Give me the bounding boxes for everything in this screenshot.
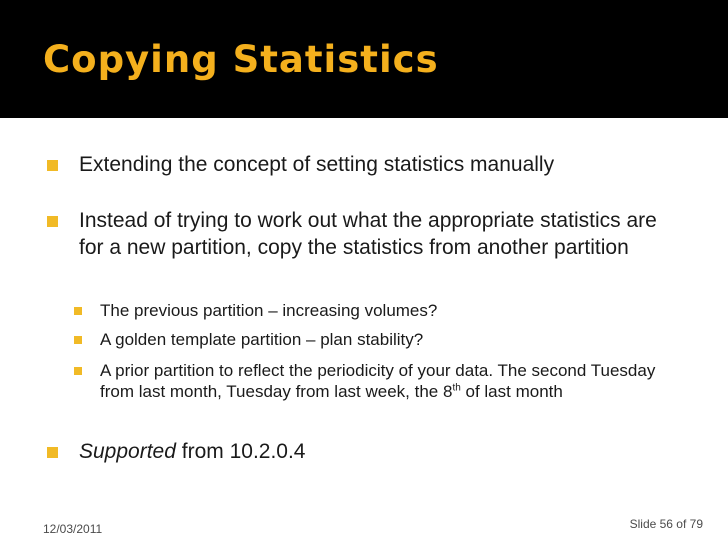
sub-bullet-marker-icon bbox=[74, 307, 82, 315]
sub-bullet-2 bbox=[74, 329, 694, 350]
slide-title: Copying Statistics bbox=[43, 38, 439, 81]
bullet-text: Instead of trying to work out what the appropriate statistics are for a new partition, copy the statistics from another partition bbox=[79, 209, 657, 259]
bullet-text: Extending the concept of setting statistics manually bbox=[79, 153, 555, 176]
bullet-text bbox=[79, 438, 687, 465]
slide-number: Slide 56 of 79 bbox=[629, 517, 703, 531]
sub-bullet-text bbox=[100, 360, 694, 402]
bullet-text-rest: from 10.2.0.4 bbox=[175, 440, 306, 463]
title-bar bbox=[0, 0, 728, 118]
sub-bullet-3 bbox=[74, 360, 694, 402]
sub-bullet-text: The previous partition – increasing volumes? bbox=[100, 301, 438, 320]
bullet-marker-icon bbox=[47, 160, 58, 171]
bullet-2 bbox=[47, 207, 687, 261]
bullet-1 bbox=[47, 151, 687, 178]
sub-bullet-text-part: of last month bbox=[460, 382, 563, 401]
sub-bullet-text: A golden template partition – plan stability? bbox=[100, 330, 424, 349]
ordinal-suffix: th bbox=[452, 382, 461, 394]
sub-bullet-text-part: A prior partition to reflect the periodicity of your data. The second Tuesday from last month, Tuesday from last week, the 8 bbox=[100, 361, 656, 401]
sub-bullet-marker-icon bbox=[74, 367, 82, 375]
emphasized-word: Supported bbox=[79, 440, 176, 463]
bullet-marker-icon bbox=[47, 216, 58, 227]
sub-bullet-1 bbox=[74, 300, 694, 321]
footer-date: 12/03/2011 bbox=[43, 522, 103, 536]
sub-bullet-marker-icon bbox=[74, 336, 82, 344]
bullet-3 bbox=[47, 438, 687, 465]
bullet-marker-icon bbox=[47, 447, 58, 458]
